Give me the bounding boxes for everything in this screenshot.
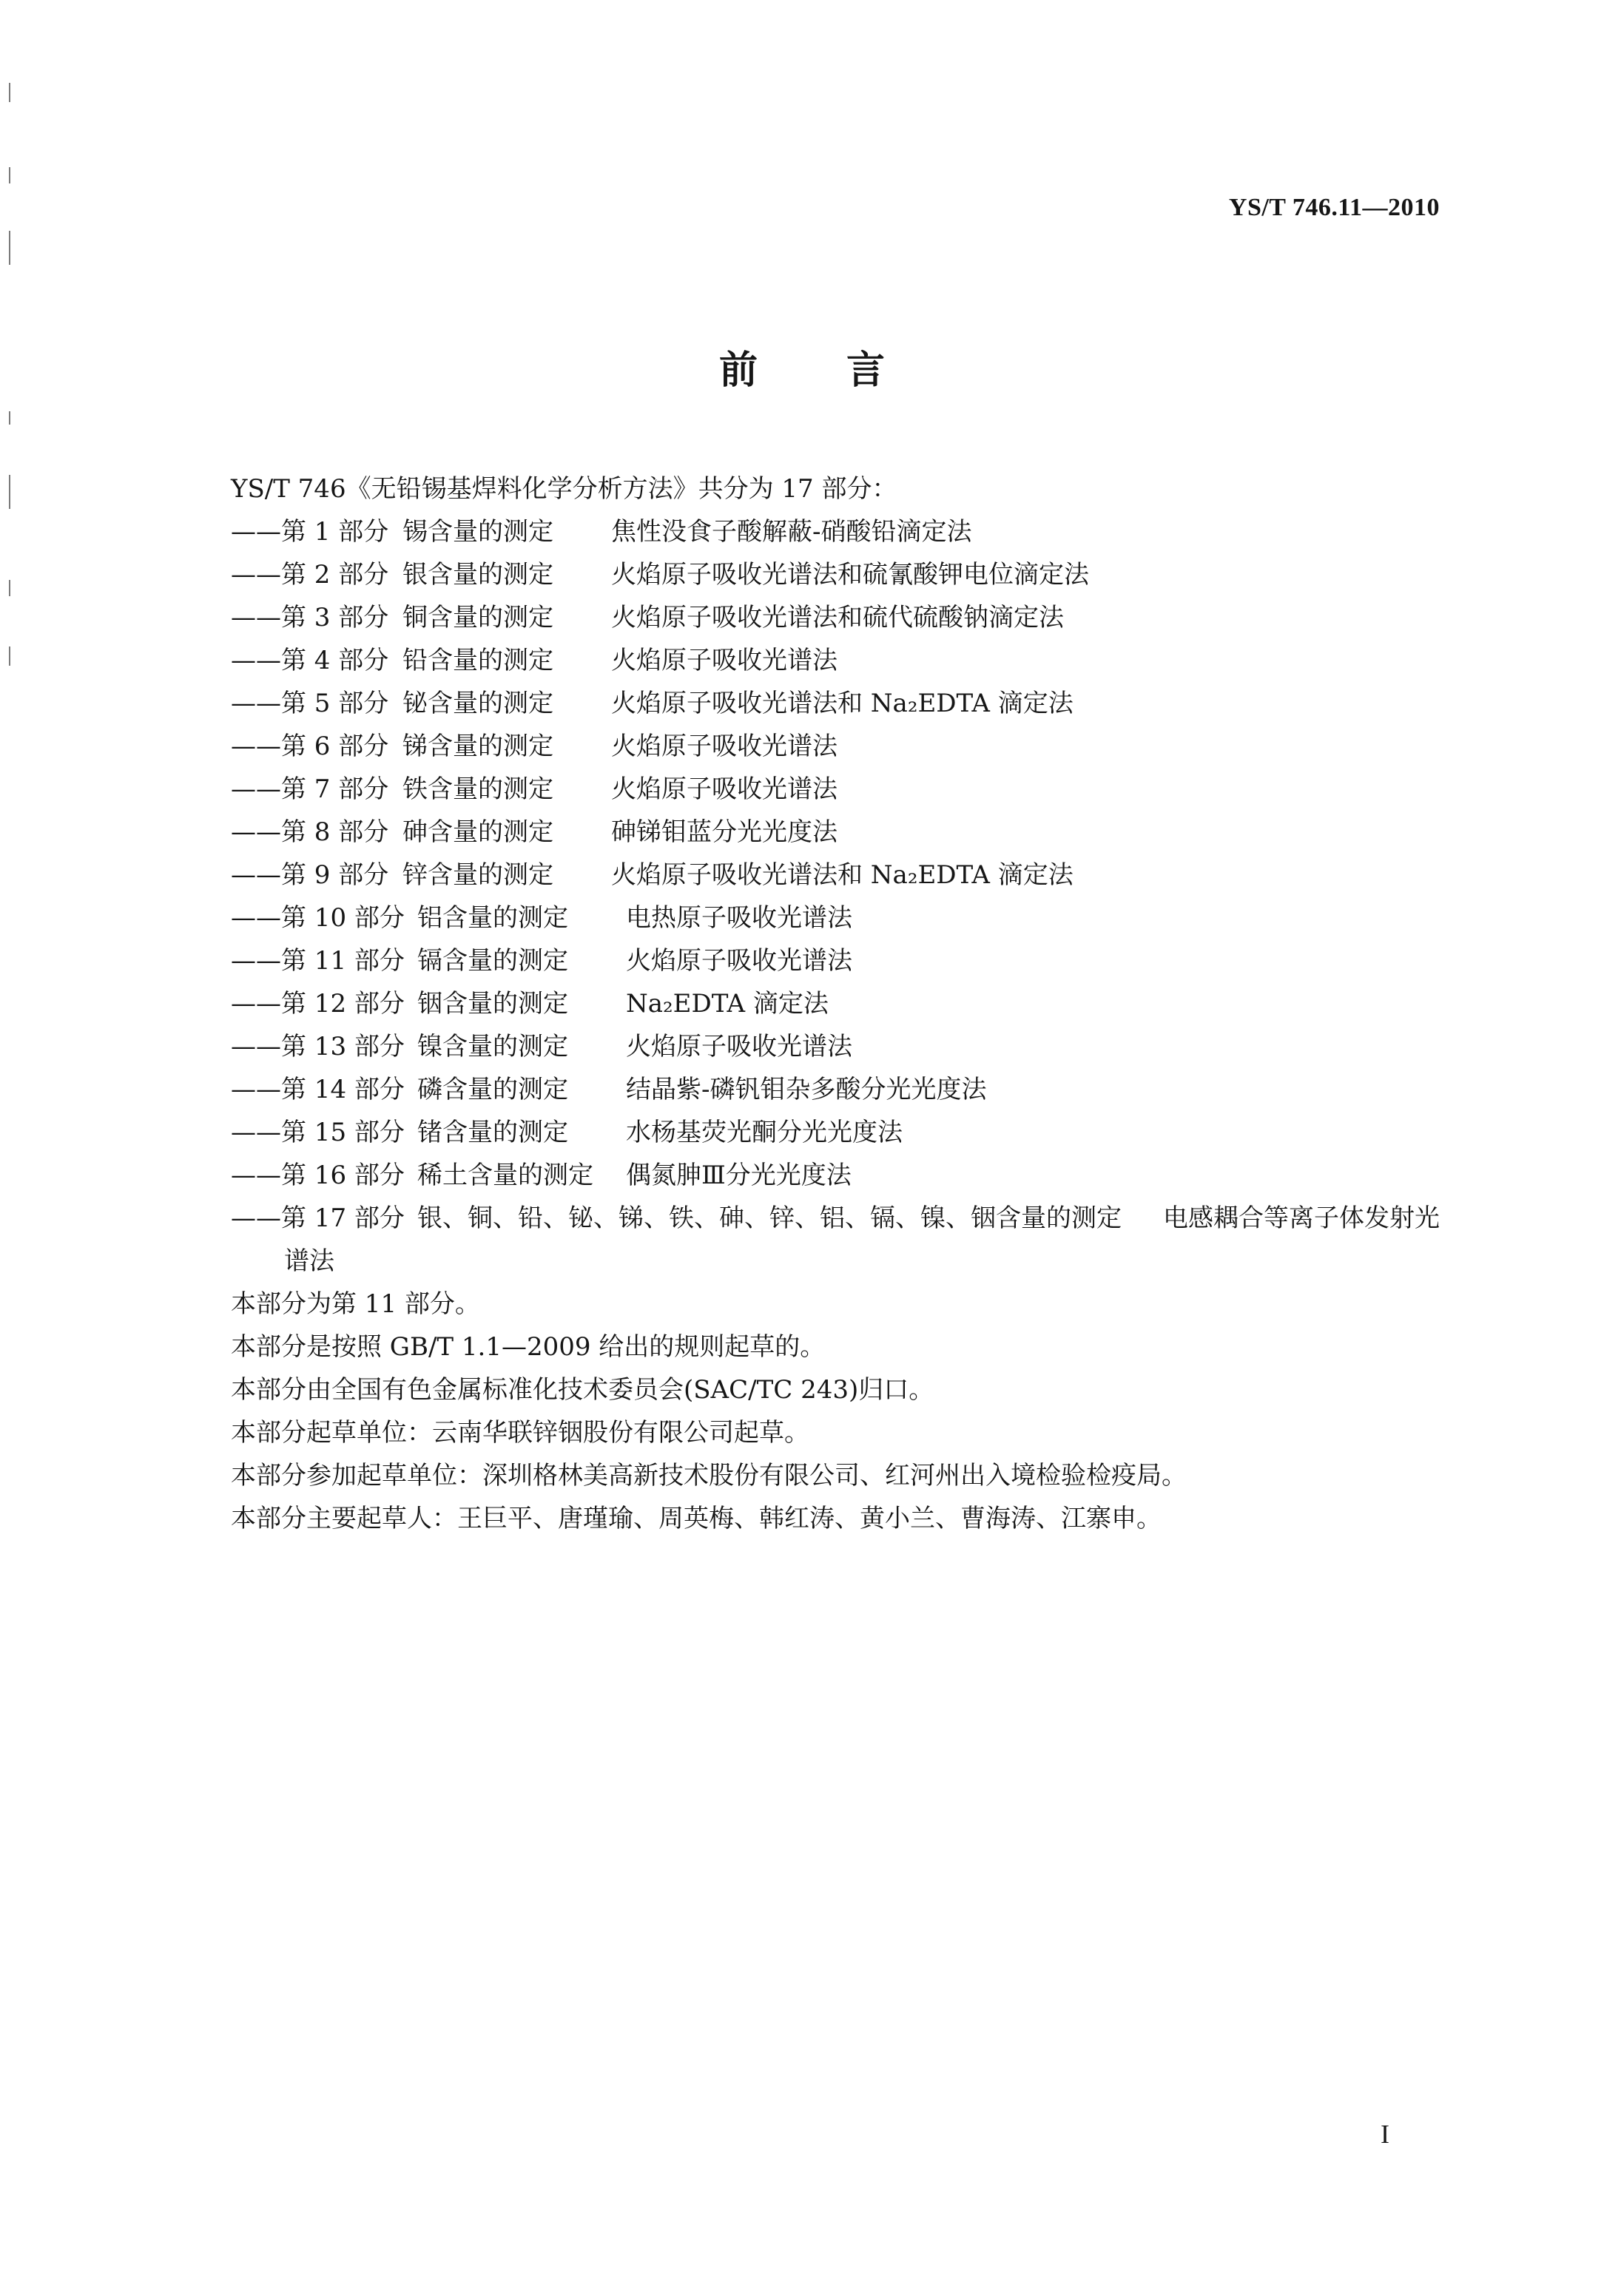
part-item: 镉含量的测定 (417, 946, 568, 976)
part-number: ——第 6 部分 (231, 732, 389, 761)
parts-list (231, 510, 1444, 1240)
part-method: 火焰原子吸收光谱法 (611, 646, 838, 675)
part-item: 锡含量的测定 (402, 517, 553, 547)
part-number: ——第 9 部分 (231, 860, 389, 890)
part-method: 火焰原子吸收光谱法 (626, 946, 852, 976)
intro-line: YS/T 746《无铅锡基焊料化学分析方法》共分为 17 部分： (231, 474, 897, 504)
document-code: YS/T 746.11—2010 (1228, 194, 1440, 221)
scan-margin-mark (9, 646, 10, 666)
part-row (231, 854, 1444, 897)
scan-margin-mark (9, 475, 10, 509)
part-number: ——第 3 部分 (231, 603, 389, 632)
part17-continuation: 谱法 (284, 1246, 334, 1276)
part-method: 结晶紫-磷钒钼杂多酸分光光度法 (626, 1075, 987, 1104)
foreword-paragraph: 本部分由全国有色金属标准化技术委员会(SAC/TC 243)归口。 (231, 1375, 934, 1405)
foreword-paragraph: 本部分起草单位：云南华联锌铟股份有限公司起草。 (231, 1418, 809, 1448)
part-item: 稀土含量的测定 (417, 1161, 593, 1190)
part-method: Na₂EDTA 滴定法 (626, 989, 829, 1019)
part-row (231, 939, 1444, 982)
part-method: 火焰原子吸收光谱法 (611, 774, 838, 804)
part-method: 火焰原子吸收光谱法和硫代硫酸钠滴定法 (611, 603, 1064, 632)
part-row (231, 1197, 1444, 1240)
part-method: 火焰原子吸收光谱法和 Na₂EDTA 滴定法 (611, 860, 1074, 890)
part-number: ——第 14 部分 (231, 1075, 405, 1104)
part-method: 火焰原子吸收光谱法 (626, 1032, 852, 1061)
scan-margin-mark (9, 231, 10, 265)
part-row (231, 1111, 1444, 1154)
part-number: ——第 8 部分 (231, 817, 389, 847)
foreword-paragraph: 本部分是按照 GB/T 1.1—2009 给出的规则起草的。 (231, 1332, 826, 1362)
part-row (231, 897, 1444, 939)
part-item: 银含量的测定 (402, 560, 553, 590)
part-number: ——第 2 部分 (231, 560, 389, 590)
part-row (231, 1068, 1444, 1111)
part-item: 铜含量的测定 (402, 603, 553, 632)
part-number: ——第 15 部分 (231, 1118, 405, 1147)
part-number: ——第 4 部分 (231, 646, 389, 675)
scan-margin-mark (9, 580, 10, 596)
scan-margin-mark (9, 83, 10, 102)
part-method: 焦性没食子酸解蔽-硝酸铅滴定法 (611, 517, 972, 547)
part-row (231, 510, 1444, 553)
part-number: ——第 5 部分 (231, 689, 389, 718)
page-number: I (1381, 2119, 1389, 2149)
part-row (231, 596, 1444, 639)
part-row (231, 553, 1444, 596)
part-method: 砷锑钼蓝分光光度法 (611, 817, 838, 847)
scan-margin-mark (9, 167, 10, 183)
part-row (231, 725, 1444, 768)
part-item: 镍含量的测定 (417, 1032, 568, 1061)
part-number: ——第 1 部分 (231, 517, 389, 547)
part-method: 水杨基荧光酮分光光度法 (626, 1118, 903, 1147)
part-row (231, 682, 1444, 725)
part-row (231, 982, 1444, 1025)
part-number: ——第 17 部分 (231, 1203, 405, 1233)
part-method: 火焰原子吸收光谱法 (611, 732, 838, 761)
part-method: 电热原子吸收光谱法 (626, 903, 852, 933)
part-item: 锗含量的测定 (417, 1118, 568, 1147)
scan-margin-mark (9, 411, 10, 425)
paragraph-list (231, 1283, 1444, 1540)
page-title: 前言 (718, 348, 974, 393)
part-row (231, 811, 1444, 854)
part-row (231, 639, 1444, 682)
part-number: ——第 11 部分 (231, 946, 405, 976)
part-row (231, 1154, 1444, 1197)
foreword-body (231, 467, 1444, 1540)
part-item: 砷含量的测定 (402, 817, 553, 847)
part-item: 铁含量的测定 (402, 774, 553, 804)
part-method: 电感耦合等离子体发射光 (1163, 1203, 1440, 1233)
part-item: 银、铜、铅、铋、锑、铁、砷、锌、铝、镉、镍、铟含量的测定 (417, 1203, 1122, 1233)
part-number: ——第 10 部分 (231, 903, 405, 933)
part-item: 铅含量的测定 (402, 646, 553, 675)
foreword-paragraph: 本部分为第 11 部分。 (231, 1289, 480, 1319)
part-item: 磷含量的测定 (417, 1075, 568, 1104)
part-item: 锌含量的测定 (402, 860, 553, 890)
part-item: 铟含量的测定 (417, 989, 568, 1019)
foreword-paragraph: 本部分参加起草单位：深圳格林美高新技术股份有限公司、红河州出入境检验检疫局。 (231, 1461, 1187, 1490)
part-item: 铝含量的测定 (417, 903, 568, 933)
part-item: 铋含量的测定 (402, 689, 553, 718)
foreword-paragraph: 本部分主要起草人：王巨平、唐瑾瑜、周英梅、韩红涛、黄小兰、曹海涛、江寨申。 (231, 1504, 1162, 1533)
part-method: 火焰原子吸收光谱法和 Na₂EDTA 滴定法 (611, 689, 1074, 718)
part-method: 偶氮胂Ⅲ分光光度法 (626, 1161, 852, 1190)
part-number: ——第 12 部分 (231, 989, 405, 1019)
part-method: 火焰原子吸收光谱法和硫氰酸钾电位滴定法 (611, 560, 1089, 590)
part-row (231, 1025, 1444, 1068)
part-number: ——第 7 部分 (231, 774, 389, 804)
part-item: 锑含量的测定 (402, 732, 553, 761)
part-number: ——第 13 部分 (231, 1032, 405, 1061)
part-number: ——第 16 部分 (231, 1161, 405, 1190)
part-row (231, 768, 1444, 811)
